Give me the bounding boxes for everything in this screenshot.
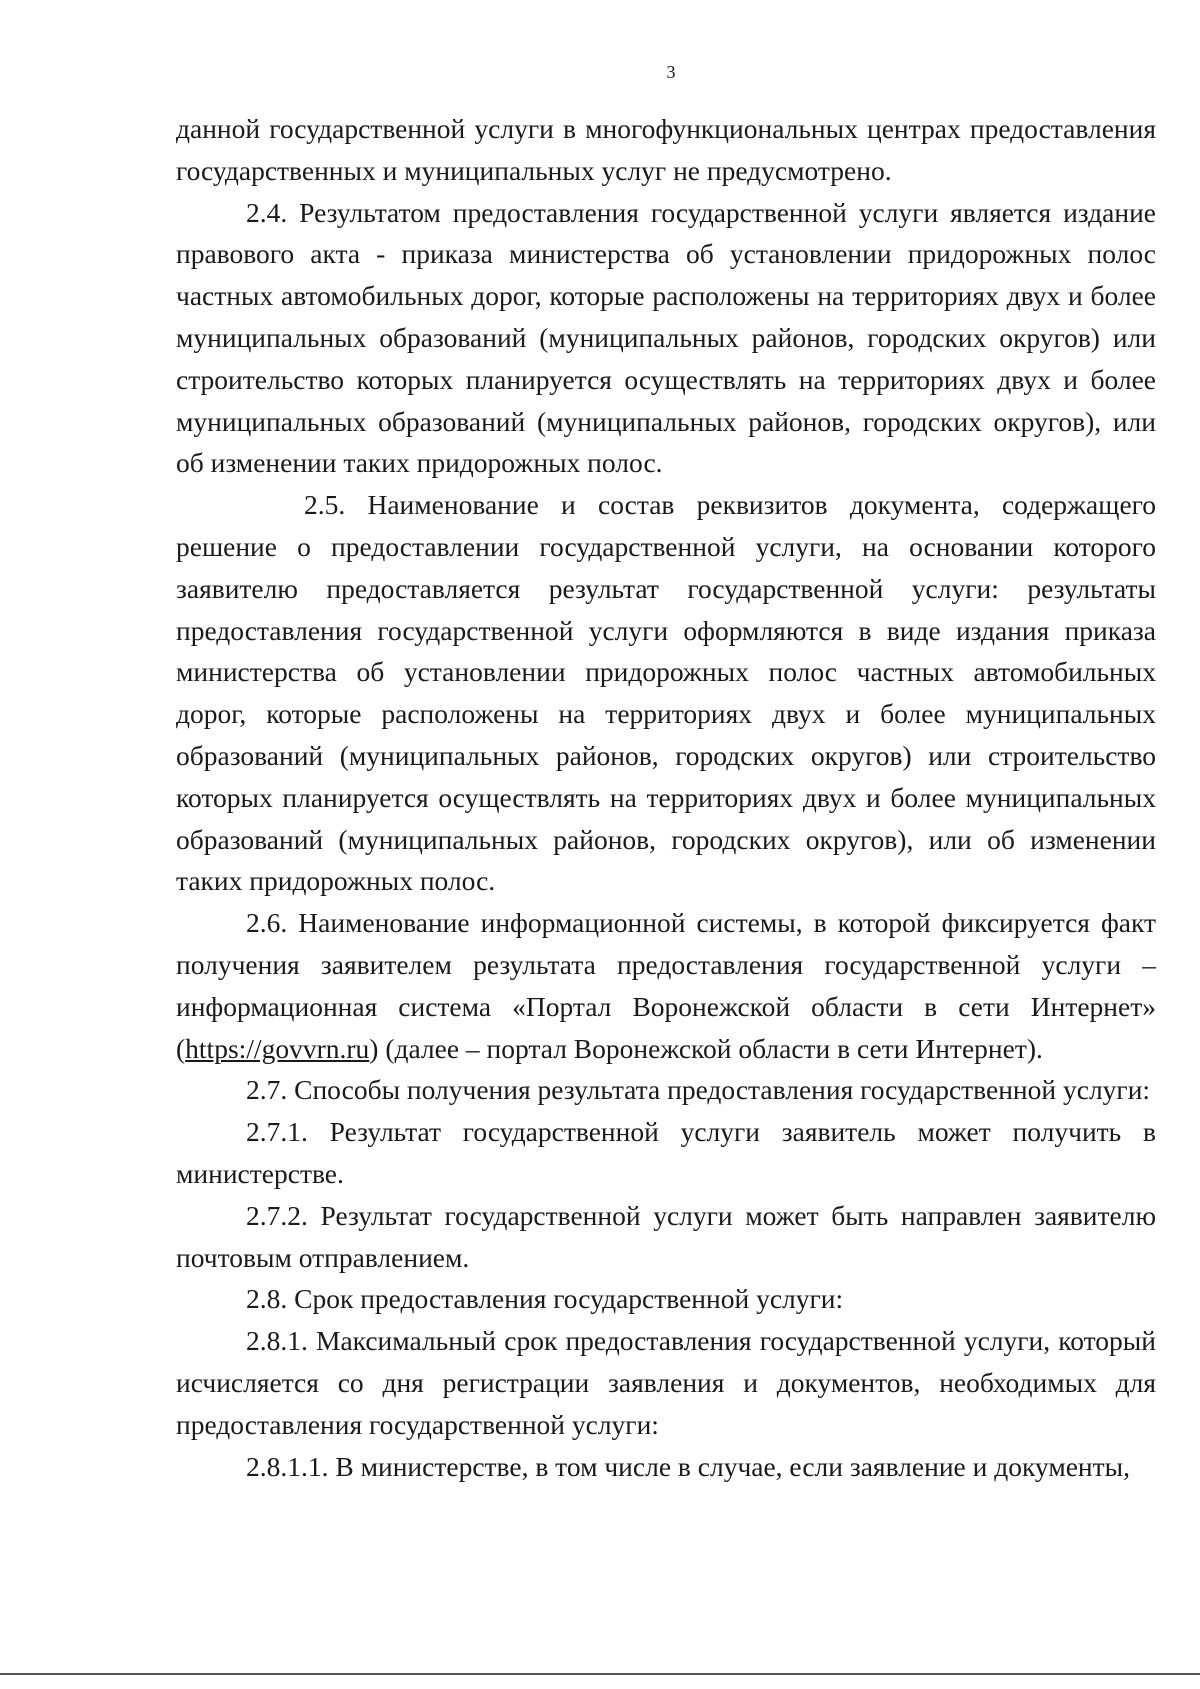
paragraph-2-8-1-1: 2.8.1.1. В министерстве, в том числе в случае, если заявление и документы,	[246, 1450, 1131, 1482]
paragraph-2-8: 2.8. Срок предоставления государственной услуги:	[246, 1283, 844, 1315]
portal-link[interactable]: https://govvrn.ru	[185, 1032, 370, 1064]
document-body	[176, 108, 1156, 1487]
paragraph-2-5: 2.5. Наименование и состав реквизитов документа, содержащего решение о предоставлении государственной услуги, на основании которого заявителю предоставляется результат государственной услуги: результаты предоставления государственной услуги оформляются в виде издания приказа министерства об установлении придорожных полос частных автомобильных дорог, которые расположены на территориях двух и более муниципальных образований (муниципальных районов, городских округов) или строительство которых планируется осуществлять на территориях двух и более муниципальных образований (муниципальных районов, городских округов), или об изменении таких придорожных полос.	[176, 489, 1156, 897]
bottom-rule	[0, 1673, 1200, 1675]
paragraph-2-6	[176, 902, 1156, 1069]
paragraph-continuation: данной государственной услуги в многофункциональных центрах предоставления государственных и муниципальных услуг не предусмотрено.	[176, 113, 1156, 186]
paragraph-2-8-1: 2.8.1. Максимальный срок предоставления государственной услуги, который исчисляется со дня регистрации заявления и документов, необходимых для предоставления государственной услуги:	[176, 1325, 1156, 1440]
paragraph-2-6-text-b: ) (далее – портал Воронежской области в сети Интернет).	[369, 1032, 1043, 1064]
paragraph-2-6-text-a: 2.6. Наименование информационной системы, в которой фиксируется факт получения заявителем результата предоставления государственной услуги – информационная система «Портал Воронежской области в сети Интернет» (	[176, 907, 1156, 1064]
page-number: 3	[666, 62, 676, 82]
paragraph-2-7-2: 2.7.2. Результат государственной услуги может быть направлен заявителю почтовым отправлением.	[176, 1199, 1156, 1273]
paragraph-2-7: 2.7. Способы получения результата предоставления государственной услуги:	[246, 1074, 1151, 1106]
paragraph-2-7-1: 2.7.1. Результат государственной услуги заявитель может получить в министерстве.	[176, 1116, 1156, 1189]
paragraph-2-4: 2.4. Результатом предоставления государственной услуги является издание правового акта - приказа министерства об установлении придорожных полос частных автомобильных дорог, которые расположены на территориях двух и более муниципальных образований (муниципальных районов, городских округов) или строительство которых планируется осуществлять на территориях двух и более муниципальных образований (муниципальных районов, городских округов), или об изменении таких придорожных полос.	[176, 196, 1156, 479]
